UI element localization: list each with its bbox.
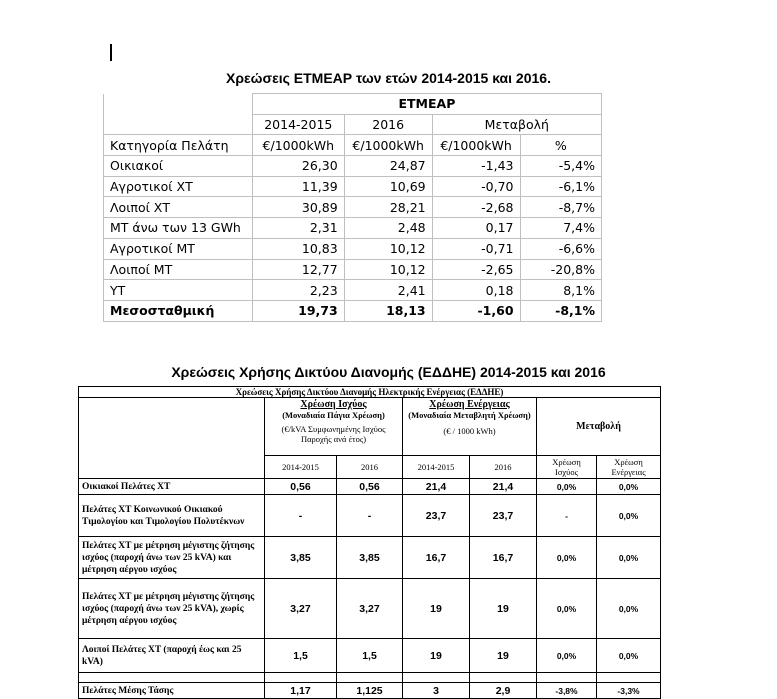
cell-e2014: 3 xyxy=(403,683,470,699)
table-row xyxy=(79,639,661,673)
cell-diff: -1,43 xyxy=(432,156,520,177)
cell-diff: -0,71 xyxy=(432,238,520,259)
cell-ce: 0,0% xyxy=(597,495,661,537)
unit-2016: €/1000kWh xyxy=(344,135,432,156)
power-unit: (€/kVA Συμφωνημένης Ισχύος Παροχής ανά έτος) xyxy=(281,424,386,444)
cell-name: Οικιακοί xyxy=(104,156,253,177)
cell-pct: -5,4% xyxy=(520,156,601,177)
cell-p2014: 3,85 xyxy=(265,537,337,579)
cell-e2016: 16,7 xyxy=(470,537,537,579)
table-row xyxy=(104,238,602,259)
cell-v2014: 10,83 xyxy=(252,238,344,259)
table-row xyxy=(104,176,602,197)
total-diff: -1,60 xyxy=(432,300,520,321)
cell-v2016: 28,21 xyxy=(344,197,432,218)
cell-name: ΜΤ άνω των 13 GWh xyxy=(104,218,253,239)
cell-v2014: 12,77 xyxy=(252,259,344,280)
cell-ce: 0,0% xyxy=(597,479,661,495)
cell-p2016: 3,27 xyxy=(337,579,403,639)
cell-ce xyxy=(597,673,661,683)
total-2016: 18,13 xyxy=(344,300,432,321)
cell-p2016: 0,56 xyxy=(337,479,403,495)
table-row xyxy=(79,537,661,579)
cell-v2014: 26,30 xyxy=(252,156,344,177)
cell-name: Αγροτικοί ΜΤ xyxy=(104,238,253,259)
cell-cp xyxy=(537,673,597,683)
cell-e2014: 16,7 xyxy=(403,537,470,579)
cell-p2016 xyxy=(337,673,403,683)
cell-p2014: 3,27 xyxy=(265,579,337,639)
cell-label: Οικιακοί Πελάτες ΧΤ xyxy=(79,479,265,495)
col-2014-header: 2014-2015 xyxy=(252,114,344,135)
cell-name: Αγροτικοί ΧΤ xyxy=(104,176,253,197)
cell-v2016: 2,41 xyxy=(344,280,432,301)
edde-table xyxy=(78,386,661,699)
cell-pct: -20,8% xyxy=(520,259,601,280)
cell-ce: 0,0% xyxy=(597,639,661,673)
cell-v2016: 10,69 xyxy=(344,176,432,197)
t2-col-2014-a: 2014-2015 xyxy=(265,456,337,479)
cell-v2014: 2,31 xyxy=(252,218,344,239)
table-row xyxy=(79,479,661,495)
cell-e2014: 23,7 xyxy=(403,495,470,537)
cell-label: Πελάτες ΧΤ Κοινωνικού Οικιακού Τιμολογίου και Τιμολογίου Πολυτέκνων xyxy=(79,495,265,537)
power-header: Χρέωση Ισχύος xyxy=(300,399,367,410)
cell-v2016: 2,48 xyxy=(344,218,432,239)
power-sub: (Μοναδιαία Πάγια Χρέωση) xyxy=(282,410,385,420)
total-pct: -8,1% xyxy=(520,300,601,321)
cell-cp: 0,0% xyxy=(537,639,597,673)
edde-table-title: Χρεώσεις Χρήσης Δικτύου Διανομής (ΕΔΔΗΕ) 2014-2015 και 2016 xyxy=(171,364,606,380)
cell-p2016: 3,85 xyxy=(337,537,403,579)
cell-p2016: - xyxy=(337,495,403,537)
energy-unit: (€ / 1000 kWh) xyxy=(443,426,496,436)
change-power-header: Χρέωση Ισχύος xyxy=(537,456,597,479)
cell-e2014: 19 xyxy=(403,579,470,639)
change-energy-header: Χρέωση Ενέργειας xyxy=(597,456,661,479)
cell-e2016 xyxy=(470,673,537,683)
unit-change: €/1000kWh xyxy=(432,135,520,156)
cell-cp: - xyxy=(537,495,597,537)
cell-pct: 7,4% xyxy=(520,218,601,239)
cell-label xyxy=(79,673,265,683)
cell-ce: 0,0% xyxy=(597,579,661,639)
cell-diff: 0,17 xyxy=(432,218,520,239)
cell-name: ΥΤ xyxy=(104,280,253,301)
total-label: Μεσοσταθμική xyxy=(104,300,253,321)
cell-p2014 xyxy=(265,673,337,683)
table-row xyxy=(104,259,602,280)
cell-e2014: 21,4 xyxy=(403,479,470,495)
etmear-table-title: Χρεώσεις ΕΤΜΕΑΡ των ετών 2014-2015 και 2016. xyxy=(226,70,551,86)
table-row xyxy=(104,280,602,301)
cell-diff: -0,70 xyxy=(432,176,520,197)
cell-diff: -2,68 xyxy=(432,197,520,218)
cell-e2016: 23,7 xyxy=(470,495,537,537)
cell-e2016: 19 xyxy=(470,579,537,639)
cell-pct: -6,6% xyxy=(520,238,601,259)
cell-v2016: 24,87 xyxy=(344,156,432,177)
cell-pct: -6,1% xyxy=(520,176,601,197)
cell-p2014: 0,56 xyxy=(265,479,337,495)
edde-banner: Χρεώσεις Χρήσης Δικτύου Διανομής Ηλεκτρικής Ενέργειας (ΕΔΔΗΕ) xyxy=(79,387,661,398)
cell-p2014: 1,17 xyxy=(265,683,337,699)
table-row xyxy=(104,156,602,177)
cell-pct: -8,7% xyxy=(520,197,601,218)
table-row xyxy=(79,683,661,699)
etmear-table xyxy=(103,93,602,322)
change-header: Μεταβολή xyxy=(537,398,661,456)
total-2014: 19,73 xyxy=(252,300,344,321)
table-row xyxy=(104,197,602,218)
cell-e2016: 19 xyxy=(470,639,537,673)
table-row xyxy=(79,495,661,537)
cell-ce: -3,3% xyxy=(597,683,661,699)
cell-e2016: 2,9 xyxy=(470,683,537,699)
category-header: Κατηγορία Πελάτη xyxy=(104,135,253,156)
t2-col-2016-b: 2016 xyxy=(470,456,537,479)
cell-label: Πελάτες ΧΤ με μέτρηση μέγιστης ζήτησης ισχύος (παροχή άνω των 25 kVA) και μέτρηση αέργου ισχύος xyxy=(79,537,265,579)
unit-2014: €/1000kWh xyxy=(252,135,344,156)
cell-v2014: 2,23 xyxy=(252,280,344,301)
energy-header: Χρέωση Ενέργειας xyxy=(429,399,510,410)
cell-cp: 0,0% xyxy=(537,579,597,639)
cell-label: Πελάτες ΧΤ με μέτρηση μέγιστης ζήτησης ισχύος (παροχή άνω των 25 kVA), χωρίς μέτρηση αέργου ισχύος xyxy=(79,579,265,639)
t2-col-2014-b: 2014-2015 xyxy=(403,456,470,479)
table-row xyxy=(79,579,661,639)
cell-label: Λοιποί Πελάτες ΧΤ (παροχή έως και 25 kVA) xyxy=(79,639,265,673)
table-row xyxy=(79,673,661,683)
power-header-cell xyxy=(265,398,403,456)
cell-diff: -2,65 xyxy=(432,259,520,280)
energy-header-cell xyxy=(403,398,537,456)
cell-name: Λοιποί ΧΤ xyxy=(104,197,253,218)
etmear-group-header: ΕΤΜΕΑΡ xyxy=(252,94,601,115)
cell-e2014: 19 xyxy=(403,639,470,673)
cell-e2016: 21,4 xyxy=(470,479,537,495)
cell-name: Λοιποί ΜΤ xyxy=(104,259,253,280)
cell-e2014 xyxy=(403,673,470,683)
cell-p2014: 1,5 xyxy=(265,639,337,673)
cell-ce: 0,0% xyxy=(597,537,661,579)
cell-v2014: 30,89 xyxy=(252,197,344,218)
cell-p2016: 1,5 xyxy=(337,639,403,673)
cell-cp: 0,0% xyxy=(537,537,597,579)
cell-v2016: 10,12 xyxy=(344,259,432,280)
cell-diff: 0,18 xyxy=(432,280,520,301)
cell-cp: -3,8% xyxy=(537,683,597,699)
cell-pct: 8,1% xyxy=(520,280,601,301)
unit-pct: % xyxy=(520,135,601,156)
t2-col-2016-a: 2016 xyxy=(337,456,403,479)
cell-p2014: - xyxy=(265,495,337,537)
cell-cp: 0,0% xyxy=(537,479,597,495)
energy-sub: (Μοναδιαία Μεταβλητή Χρέωση) xyxy=(408,410,531,420)
cell-v2016: 10,12 xyxy=(344,238,432,259)
col-change-header: Μεταβολή xyxy=(432,114,601,135)
cell-label: Πελάτες Μέσης Τάσης xyxy=(79,683,265,699)
col-2016-header: 2016 xyxy=(344,114,432,135)
table-row xyxy=(104,218,602,239)
text-cursor xyxy=(110,44,112,61)
cell-p2016: 1,125 xyxy=(337,683,403,699)
cell-v2014: 11,39 xyxy=(252,176,344,197)
